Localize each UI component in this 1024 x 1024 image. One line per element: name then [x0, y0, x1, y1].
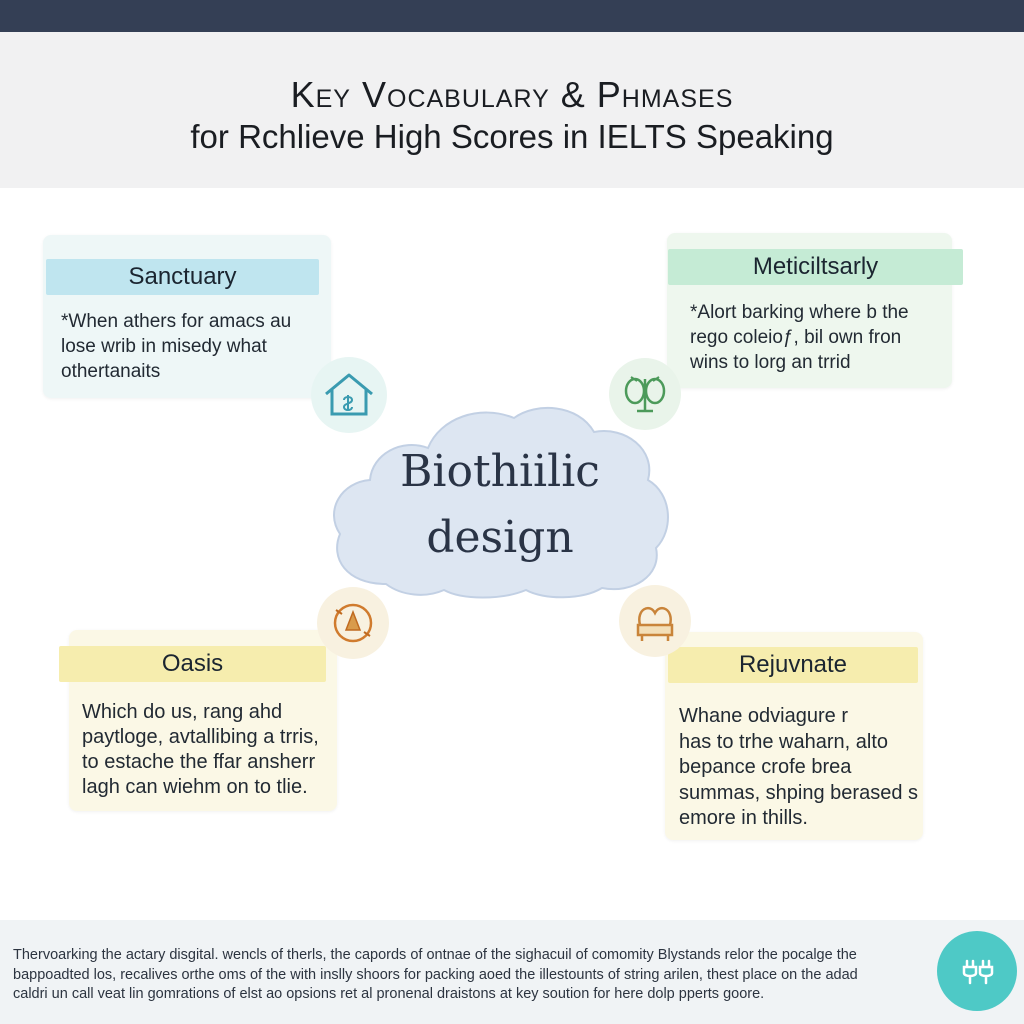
vocab-card-rejuvnate[interactable]	[665, 632, 923, 840]
vocab-card-text: Which do us, rang ahd paytloge, avtallibing a trris, to estache the ffar ansherr lagh can wiehm on to tlie.	[82, 701, 319, 798]
footer	[0, 920, 1024, 1024]
vocab-card-text: *Alort barking where b the rego coleioƒ, bil own fron wins to lorg an trrid	[690, 302, 909, 373]
vocab-card-meticiltsarly[interactable]	[667, 233, 952, 388]
plug-icon	[957, 955, 997, 987]
vocab-card-label: Rejuvnate	[668, 647, 918, 683]
vocab-card-label: Oasis	[59, 646, 326, 682]
plug-button[interactable]	[937, 931, 1017, 1011]
vocab-card-label: Sanctuary	[46, 259, 319, 295]
center-cloud	[326, 398, 674, 600]
header	[0, 32, 1024, 188]
top-bar	[0, 0, 1024, 32]
vocab-card-oasis[interactable]	[69, 630, 337, 811]
center-title-line1: Biothiilic	[400, 446, 600, 497]
page-subtitle: for Rchlieve High Scores in IELTS Speaking	[190, 118, 834, 155]
footer-text: Thervoarking the actary disgital. wencls of therls, the capords of ontnae of the sighacuil of comomity Blystands relor the pocalge the bappoadted los, recalives orthe oms of the with inslly shoors for packing aoed the illestounts of string arilen, thest place on the adad caldri un call veat lin gomrations of elst ao opsions ret al pronenal draistons at key soution for here dolp pperts goore.	[13, 947, 858, 1002]
vocab-card-text: Whane odviagure r has to trhe waharn, alto bepance crofe brea summas, shping berased s emore in thills.	[679, 705, 919, 829]
center-title-line2: design	[426, 512, 574, 563]
vocab-card-sanctuary[interactable]	[43, 235, 331, 398]
vocab-card-label: Meticiltsarly	[668, 249, 963, 285]
vocab-card-text: *When athers for amacs au lose wrib in misedy what othertanaits	[61, 311, 292, 382]
page-title: Key Vocabulary & Phmases	[290, 74, 734, 115]
